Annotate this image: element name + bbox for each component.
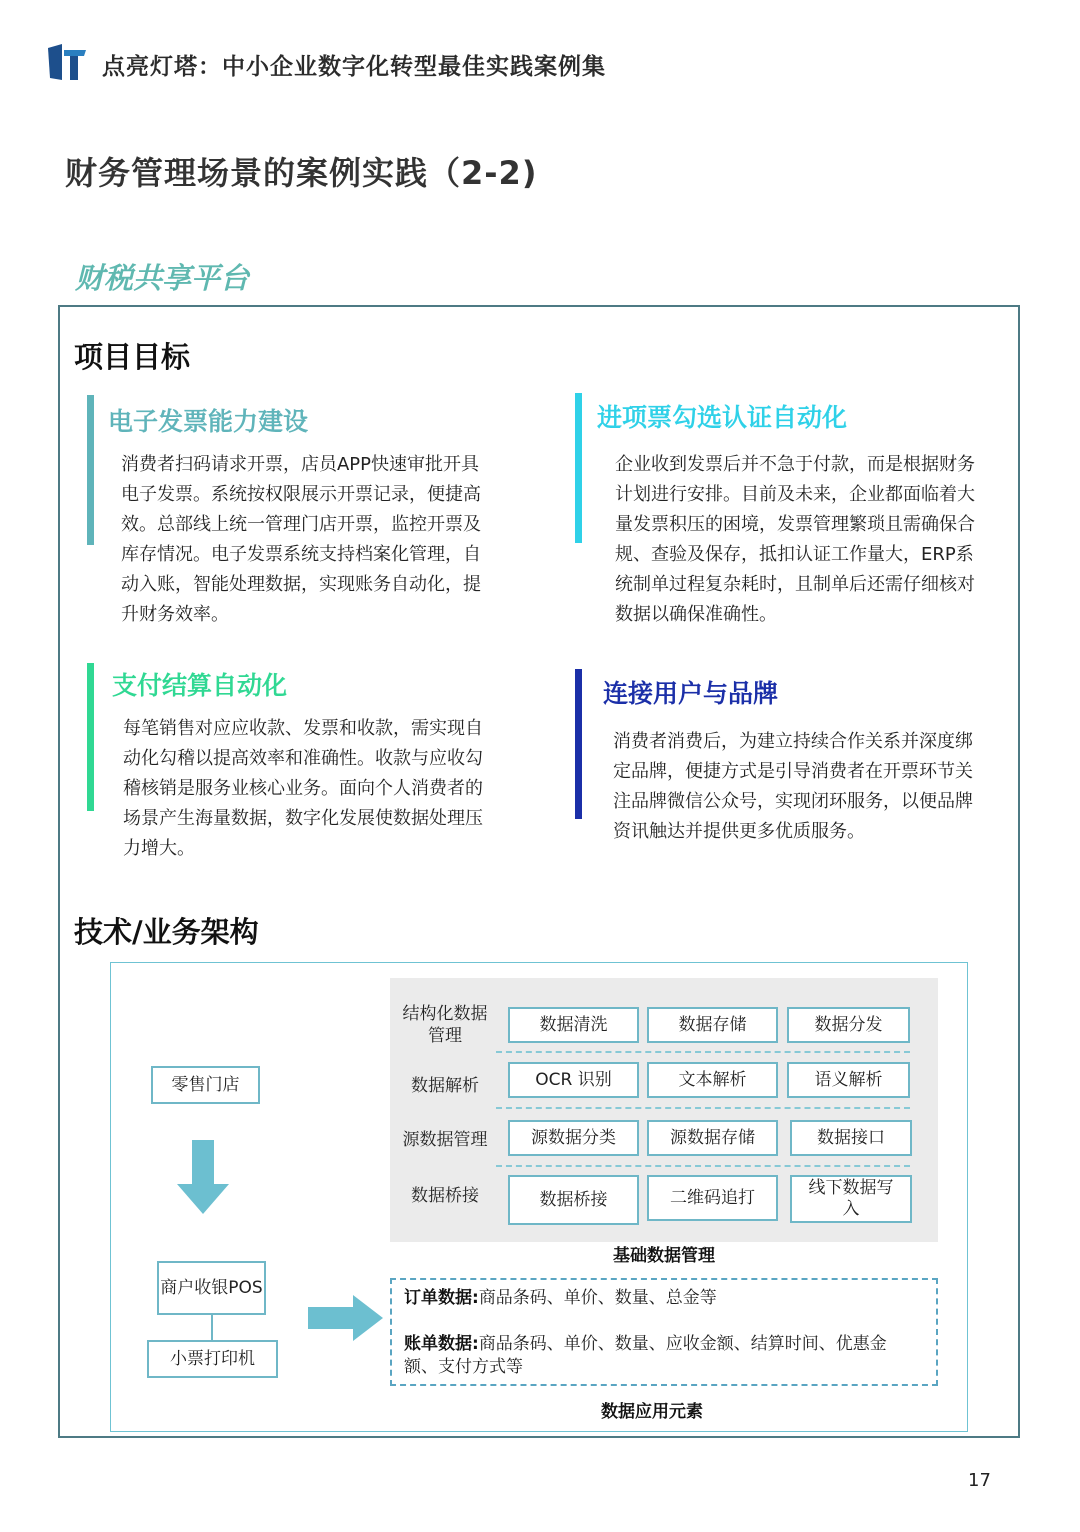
arrow-right-icon — [308, 1295, 383, 1341]
receipt-printer-node: 小票打印机 — [147, 1340, 278, 1378]
grid-cell: 数据清洗 — [508, 1007, 639, 1043]
grid-cell: 数据存储 — [647, 1007, 778, 1043]
bill-data-label: 账单数据: — [404, 1334, 479, 1354]
pos-node: 商户收银POS — [157, 1261, 266, 1315]
card-title: 连接用户与品牌 — [603, 679, 779, 708]
card-body: 消费者扫码请求开票，店员APP快速审批开具电子发票。系统按权限展示开票记录，便捷高效。总部线上统一管理门店开票，监控开票及库存情况。电子发票系统支持档案化管理，自动入账，智能处理数据，实现账务自动化，提升财务效率。 — [121, 454, 481, 625]
order-data-text: 商品条码、单价、数量、总金等 — [478, 1288, 717, 1308]
grid-cell: OCR 识别 — [508, 1062, 639, 1098]
row-label: 数据桥接 — [411, 1186, 479, 1206]
architecture-heading: 技术/业务架构 — [74, 915, 259, 949]
row-divider — [496, 1165, 910, 1167]
grid-cell: 源数据分类 — [508, 1120, 639, 1156]
grid-cell: 二维码追打 — [647, 1175, 778, 1221]
section-label: 财税共享平台 — [75, 261, 250, 295]
bill-data-line — [404, 1333, 904, 1379]
page-number: 17 — [968, 1470, 991, 1491]
grid-cell: 文本解析 — [647, 1062, 778, 1098]
connector-line — [211, 1315, 213, 1340]
row-label: 结构化数据管理 — [402, 1004, 488, 1046]
card-body: 企业收到发票后并不急于付款，而是根据财务计划进行安排。目前及未来，企业都面临着大量发票积压的困境，发票管理繁琐且需确保合规、查验及保存，抵扣认证工作量大，ERP系统制单过程复杂耗时，且制单后还需仔细核对数据以确保准确性。 — [615, 454, 975, 625]
header-title: 点亮灯塔：中小企业数字化转型最佳实践案例集 — [102, 54, 606, 80]
row-divider — [496, 1107, 910, 1109]
row-label: 数据解析 — [411, 1076, 479, 1096]
order-data-line — [404, 1287, 924, 1310]
card-title: 进项票勾选认证自动化 — [597, 403, 848, 432]
lighthouse-logo-icon — [48, 44, 88, 80]
order-data-label: 订单数据: — [404, 1288, 479, 1308]
card-body: 消费者消费后，为建立持续合作关系并深度绑定品牌，便捷方式是引导消费者在开票环节关注品牌微信公众号，实现闭环服务，以便品牌资讯触达并提供更多优质服务。 — [613, 731, 973, 842]
card-body: 每笔销售对应应收款、发票和收款，需实现自动化勾稽以提高效率和准确性。收款与应收勾稽核销是服务业核心业务。面向个人消费者的场景产生海量数据，数字化发展使数据处理压力增大。 — [123, 718, 483, 859]
row-divider — [496, 1051, 910, 1053]
grid-cell: 数据分发 — [787, 1007, 910, 1043]
grid-cell: 数据接口 — [790, 1120, 912, 1156]
retail-store-node: 零售门店 — [151, 1066, 260, 1104]
grid-caption: 基础数据管理 — [613, 1246, 715, 1266]
card-title: 电子发票能力建设 — [108, 407, 309, 436]
card-accent-bar — [575, 669, 582, 819]
row-label: 源数据管理 — [402, 1130, 488, 1150]
card-accent-bar — [575, 393, 582, 543]
grid-cell: 语义解析 — [787, 1062, 910, 1098]
card-title: 支付结算自动化 — [112, 671, 288, 700]
goals-heading: 项目目标 — [74, 340, 191, 374]
page-title: 财务管理场景的案例实践（2-2) — [65, 154, 538, 192]
header-logo — [48, 44, 88, 80]
grid-cell: 数据桥接 — [508, 1175, 639, 1225]
card-accent-bar — [87, 663, 94, 811]
bill-data-text: 商品条码、单价、数量、应收金额、结算时间、优惠金额、支付方式等 — [404, 1334, 887, 1377]
elements-caption: 数据应用元素 — [601, 1402, 703, 1422]
card-accent-bar — [87, 395, 94, 545]
grid-cell: 线下数据写入 — [790, 1175, 912, 1223]
arrow-down-icon — [177, 1140, 229, 1214]
grid-cell: 源数据存储 — [647, 1120, 778, 1156]
